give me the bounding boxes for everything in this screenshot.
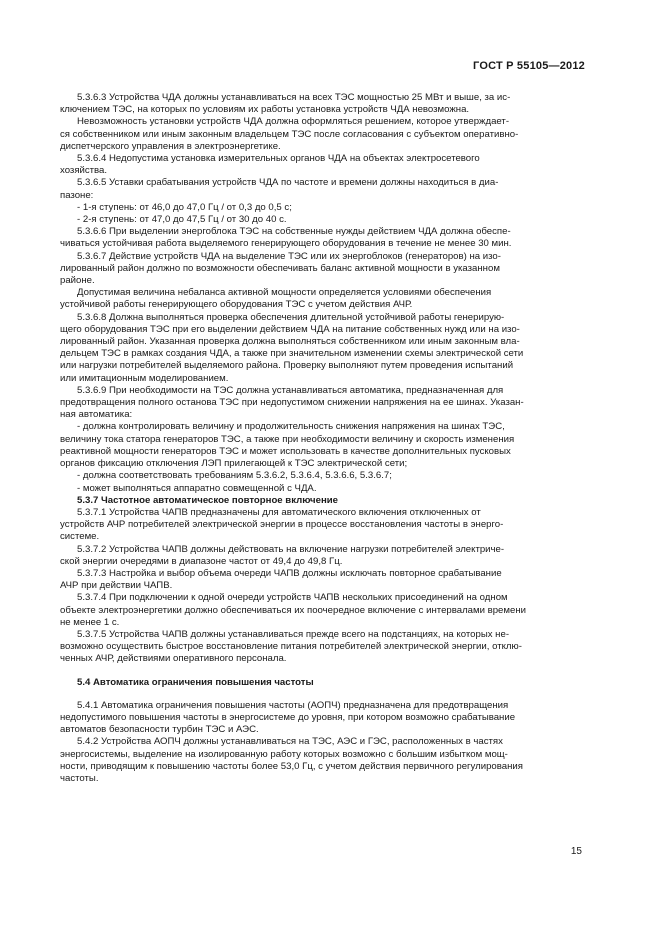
paragraph: 5.4.2 Устройства АОПЧ должны устанавливаться на ТЭС, АЭС и ГЭС, расположенных в частях энергосистемы, выделение на изолированную работу которых возможно с большим избытком мощ- ности, приводящим к повышению частоты более 53,0 Гц, с учетом действия первичного регулирования частоты.	[60, 736, 523, 784]
paragraph: Допустимая величина небаланса активной мощности определяется условиями обеспечения устойчивой работы генерирующего оборудования ТЭС с учетом действия АЧР.	[60, 287, 492, 311]
paragraph: 5.3.6.5 Уставки срабатывания устройств ЧДА по частоте и времени должны находиться в диа- пазоне:	[60, 177, 499, 201]
list-item: - должна соответствовать требованиям 5.3.6.2, 5.3.6.4, 5.3.6.6, 5.3.6.7;	[77, 470, 392, 482]
page-number: 15	[570, 846, 582, 857]
section-heading: 5.4 Автоматика ограничения повышения частоты	[77, 676, 314, 688]
paragraph: 5.3.6.8 Должна выполняться проверка обеспечения длительной устойчивой работы генерирую- щего оборудования ТЭС при его выделении действием ЧДА на питание собственных нужд или на изо- лированный район. Указанная проверка должна выполняться собственником или иным законным вла- дельцем ТЭС в рамках создания ЧДА, а также при значительном изменении схемы электрической сети или нагрузки потребителей выделяемого района. Проверку выполняют путем проведения испытаний или имитационным моделированием.	[60, 311, 524, 384]
paragraph: 5.3.7.1 Устройства ЧАПВ предназначены для автоматического включения отключенных от устройств АЧР потребителей электрической энергии в процессе восстановления частоты в энерго- системе.	[60, 506, 504, 543]
paragraph: 5.3.7.4 При подключении к одной очереди устройств ЧАПВ нескольких присоединений на одном объекте электроэнергетики должно обеспечиваться их поочередное включение с интервалами времени не менее 1 с.	[60, 592, 526, 628]
paragraph: 5.3.6.6 При выделении энергоблока ТЭС на собственные нужды действием ЧДА должна обеспе- чиваться устойчивая работа выделяемого генерирующего оборудования в течение не менее 30 мин.	[60, 226, 512, 250]
subsection-heading: 5.3.7 Частотное автоматическое повторное включение	[77, 494, 338, 506]
paragraph: 5.3.6.3 Устройства ЧДА должны устанавливаться на всех ТЭС мощностью 25 МВт и выше, за ис- ключением ТЭС, на которых по условиям их работы установка устройств ЧДА невозможна.	[60, 92, 511, 116]
paragraph: 5.4.1 Автоматика ограничения повышения частоты (АОПЧ) предназначена для предотвращения недопустимого повышения частоты в энергосистеме до уровня, при котором возможно срабатывание автоматов безопасности турбин ТЭС и АЭС.	[60, 699, 516, 736]
paragraph: 5.3.6.7 Действие устройств ЧДА на выделение ТЭС или их энергоблоков (генераторов) на изо- лированный район должно по возможности обеспечивать баланс активной мощности в указанном районе.	[60, 250, 501, 287]
list-item: - 1-я ступень: от 46,0 до 47,0 Гц / от 0,3 до 0,5 с;	[77, 201, 292, 213]
paragraph: 5.3.7.2 Устройства ЧАПВ должны действовать на включение нагрузки потребителей электриче- ской энергии очередями в диапазоне частот от 49,4 до 49,8 Гц.	[60, 543, 505, 567]
paragraph: 5.3.7.3 Настройка и выбор объема очереди ЧАПВ должны исключать повторное срабатывание АЧР при действии ЧАПВ.	[60, 567, 502, 592]
paragraph: 5.3.6.9 При необходимости на ТЭС должна устанавливаться автоматика, предназначенная для предотвращения полного останова ТЭС при недопустимом снижении напряжения на ее шинах. Указан- ная автоматика:	[60, 384, 524, 421]
paragraph: 5.3.6.4 Недопустима установка измерительных органов ЧДА на объектах электросетевого хозяйства.	[60, 153, 480, 177]
paragraph: 5.3.7.5 Устройства ЧАПВ должны устанавливаться прежде всего на подстанциях, на которых не- возможно осуществить быстрое восстановление питания потребителей электрической энергии, отклю- ченных АЧР, действиями оперативного персонала.	[60, 628, 522, 665]
paragraph: Невозможность установки устройств ЧДА должна оформляться решением, которое утверждает- ся собственником или иным законным владельцем ТЭС после согласования с субъектом оперативно- диспетчерского управления в электроэнергетике.	[60, 116, 519, 152]
list-item: - 2-я ступень: от 47,0 до 47,5 Гц / от 30 до 40 с.	[77, 214, 287, 226]
document-body	[60, 92, 582, 785]
list-item: - может выполняться аппаратно совмещенной с ЧДА.	[77, 482, 317, 494]
standard-header: ГОСТ Р 55105—2012	[473, 60, 585, 72]
list-item: - должна контролировать величину и продолжительность снижения напряжения на шинах ТЭС, величину тока статора генераторов ТЭС, а также при необходимости величину и скорость изменения реактивной мощности генераторов ТЭС и может использовать в качестве дополнительных пусковых органов фиксацию отключения ЛЭП прилегающей к ТЭС электрической сети;	[60, 421, 515, 470]
